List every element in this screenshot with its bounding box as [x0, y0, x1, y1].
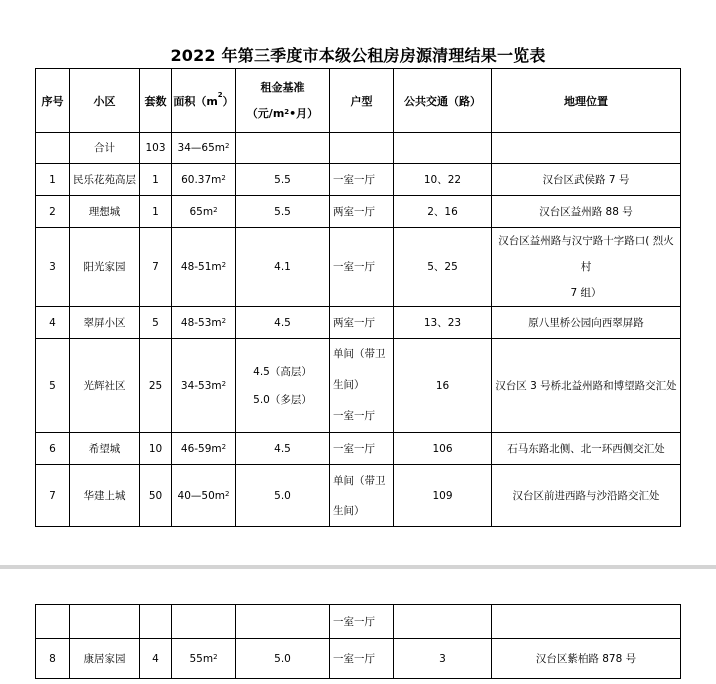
total-location [492, 133, 681, 164]
header-area-text: 面积（m [173, 94, 218, 108]
row-area-text: 55m [189, 652, 214, 665]
row-layout [330, 465, 394, 527]
row-units: 10 [140, 433, 172, 465]
header-area [172, 69, 236, 133]
row-location: 汉台区前进西路与沙沿路交汇处 [492, 465, 681, 527]
row-community: 光辉社区 [70, 339, 140, 433]
row-units: 1 [140, 196, 172, 228]
row-rent: 5.0 [236, 465, 330, 527]
row-rent-line: 5.0（多层） [253, 393, 312, 406]
row-location [492, 605, 681, 639]
row-no: 7 [36, 465, 70, 527]
row-no: 8 [36, 639, 70, 679]
row-rent [236, 339, 330, 433]
row-location [492, 228, 681, 307]
row-layout-line: 生间） [333, 379, 365, 391]
row-layout [330, 339, 394, 433]
row-area [172, 164, 236, 196]
row-layout: 一室一厅 [330, 639, 394, 679]
header-rent-sup: 2 [284, 107, 290, 116]
row-units: 5 [140, 307, 172, 339]
table-row [36, 196, 681, 228]
row-area-text: 34-53m [180, 379, 222, 392]
row-area-sup: 2 [221, 442, 227, 451]
header-rent-line2 [236, 101, 329, 127]
row-no: 5 [36, 339, 70, 433]
row-community: 民乐花苑高层 [70, 164, 140, 196]
row-community [70, 605, 140, 639]
row-rent: 5.5 [236, 164, 330, 196]
table-row [36, 164, 681, 196]
row-area-sup: 2 [221, 261, 227, 269]
row-area-sup: 2 [221, 173, 226, 182]
total-area-text: 34—65m [177, 142, 225, 154]
row-transit: 13、23 [394, 307, 492, 339]
row-transit: 5、25 [394, 228, 492, 307]
row-units: 50 [140, 465, 172, 527]
table-row [36, 339, 681, 433]
row-layout: 一室一厅 [330, 605, 394, 639]
row-area [172, 465, 236, 527]
row-area [172, 433, 236, 465]
row-layout-line: 单间（带卫 [333, 474, 386, 487]
row-rent-line: 4.5（高层） [253, 365, 312, 378]
row-layout-line: 一室一厅 [333, 410, 375, 422]
row-rent: 4.5 [236, 307, 330, 339]
total-units: 103 [140, 133, 172, 164]
row-units: 7 [140, 228, 172, 307]
row-no: 3 [36, 228, 70, 307]
row-rent: 4.5 [236, 433, 330, 465]
header-layout: 户型 [330, 69, 394, 133]
header-location: 地理位置 [492, 69, 681, 133]
row-layout: 一室一厅 [330, 433, 394, 465]
row-area-sup: 2 [221, 316, 227, 325]
page-break-separator [0, 565, 716, 569]
row-area-text: 40—50m [177, 489, 225, 502]
housing-table-continued [35, 604, 681, 679]
row-layout-line: 单间（带卫 [333, 348, 386, 360]
header-no: 序号 [36, 69, 70, 133]
row-rent: 5.0 [236, 639, 330, 679]
row-area-sup: 2 [213, 205, 218, 214]
row-no: 2 [36, 196, 70, 228]
row-units: 25 [140, 339, 172, 433]
row-area [172, 196, 236, 228]
row-layout: 两室一厅 [330, 196, 394, 228]
table-row [36, 228, 681, 307]
table-row [36, 433, 681, 465]
housing-table [35, 68, 681, 527]
table-row [36, 639, 681, 679]
total-label: 合计 [70, 133, 140, 164]
row-location: 汉台区 3 号桥北益州路和博望路交汇处 [492, 339, 681, 433]
row-location: 汉台区紫柏路 878 号 [492, 639, 681, 679]
row-community: 翠屏小区 [70, 307, 140, 339]
table-row-continued [36, 605, 681, 639]
row-units [140, 605, 172, 639]
row-rent [236, 605, 330, 639]
total-no [36, 133, 70, 164]
row-area [172, 639, 236, 679]
row-transit: 109 [394, 465, 492, 527]
row-transit: 3 [394, 639, 492, 679]
total-rent [236, 133, 330, 164]
row-area-text: 65m [189, 205, 214, 218]
row-units: 4 [140, 639, 172, 679]
header-transit: 公共交通（路） [394, 69, 492, 133]
row-area [172, 307, 236, 339]
header-rent-unit: （元/m [246, 106, 285, 120]
row-units: 1 [140, 164, 172, 196]
row-transit: 10、22 [394, 164, 492, 196]
row-transit: 2、16 [394, 196, 492, 228]
header-area-sup: 2 [217, 90, 223, 99]
row-no: 6 [36, 433, 70, 465]
row-community: 阳光家园 [70, 228, 140, 307]
row-area-sup: 2 [224, 489, 230, 498]
row-community: 理想城 [70, 196, 140, 228]
row-no: 4 [36, 307, 70, 339]
header-units: 套数 [140, 69, 172, 133]
row-location: 石马东路北侧、北一环西侧交汇处 [492, 433, 681, 465]
row-transit: 16 [394, 339, 492, 433]
row-location-line: 汉台区益州路与汉宁路十字路口( 烈火村 [498, 235, 674, 273]
total-transit [394, 133, 492, 164]
header-area-close: ） [222, 94, 234, 108]
row-rent: 5.5 [236, 196, 330, 228]
table-row [36, 307, 681, 339]
row-area [172, 339, 236, 433]
row-layout: 一室一厅 [330, 164, 394, 196]
document-title: 2022 年第三季度市本级公租房房源清理结果一览表 [170, 46, 546, 65]
row-community: 希望城 [70, 433, 140, 465]
total-row [36, 133, 681, 164]
header-row [36, 69, 681, 133]
row-no: 1 [36, 164, 70, 196]
row-area [172, 228, 236, 307]
row-location: 原八里桥公园向西翠屏路 [492, 307, 681, 339]
row-area-sup: 2 [221, 379, 227, 388]
header-rent-line1: 租金基准 [260, 80, 305, 94]
total-layout [330, 133, 394, 164]
row-location: 汉台区益州路 88 号 [492, 196, 681, 228]
row-area [172, 605, 236, 639]
header-rent [236, 69, 330, 133]
row-location-line: 7 组） [570, 287, 602, 299]
total-area-sup: 2 [224, 142, 230, 150]
table-row [36, 465, 681, 527]
row-area-text: 60.37m [181, 173, 222, 186]
row-rent: 4.1 [236, 228, 330, 307]
header-community: 小区 [70, 69, 140, 133]
row-layout: 一室一厅 [330, 228, 394, 307]
header-rent-month: •月） [289, 106, 319, 120]
row-transit: 106 [394, 433, 492, 465]
row-transit [394, 605, 492, 639]
row-area-text: 48-53m [180, 316, 222, 329]
row-no [36, 605, 70, 639]
row-community: 华建上城 [70, 465, 140, 527]
row-area-text: 48-51m [180, 261, 222, 273]
row-location: 汉台区武侯路 7 号 [492, 164, 681, 196]
row-community: 康居家园 [70, 639, 140, 679]
row-layout-line: 生间） [333, 504, 365, 517]
row-area-sup: 2 [213, 652, 218, 661]
row-area-text: 46-59m [180, 442, 222, 455]
total-area [172, 133, 236, 164]
row-layout: 两室一厅 [330, 307, 394, 339]
